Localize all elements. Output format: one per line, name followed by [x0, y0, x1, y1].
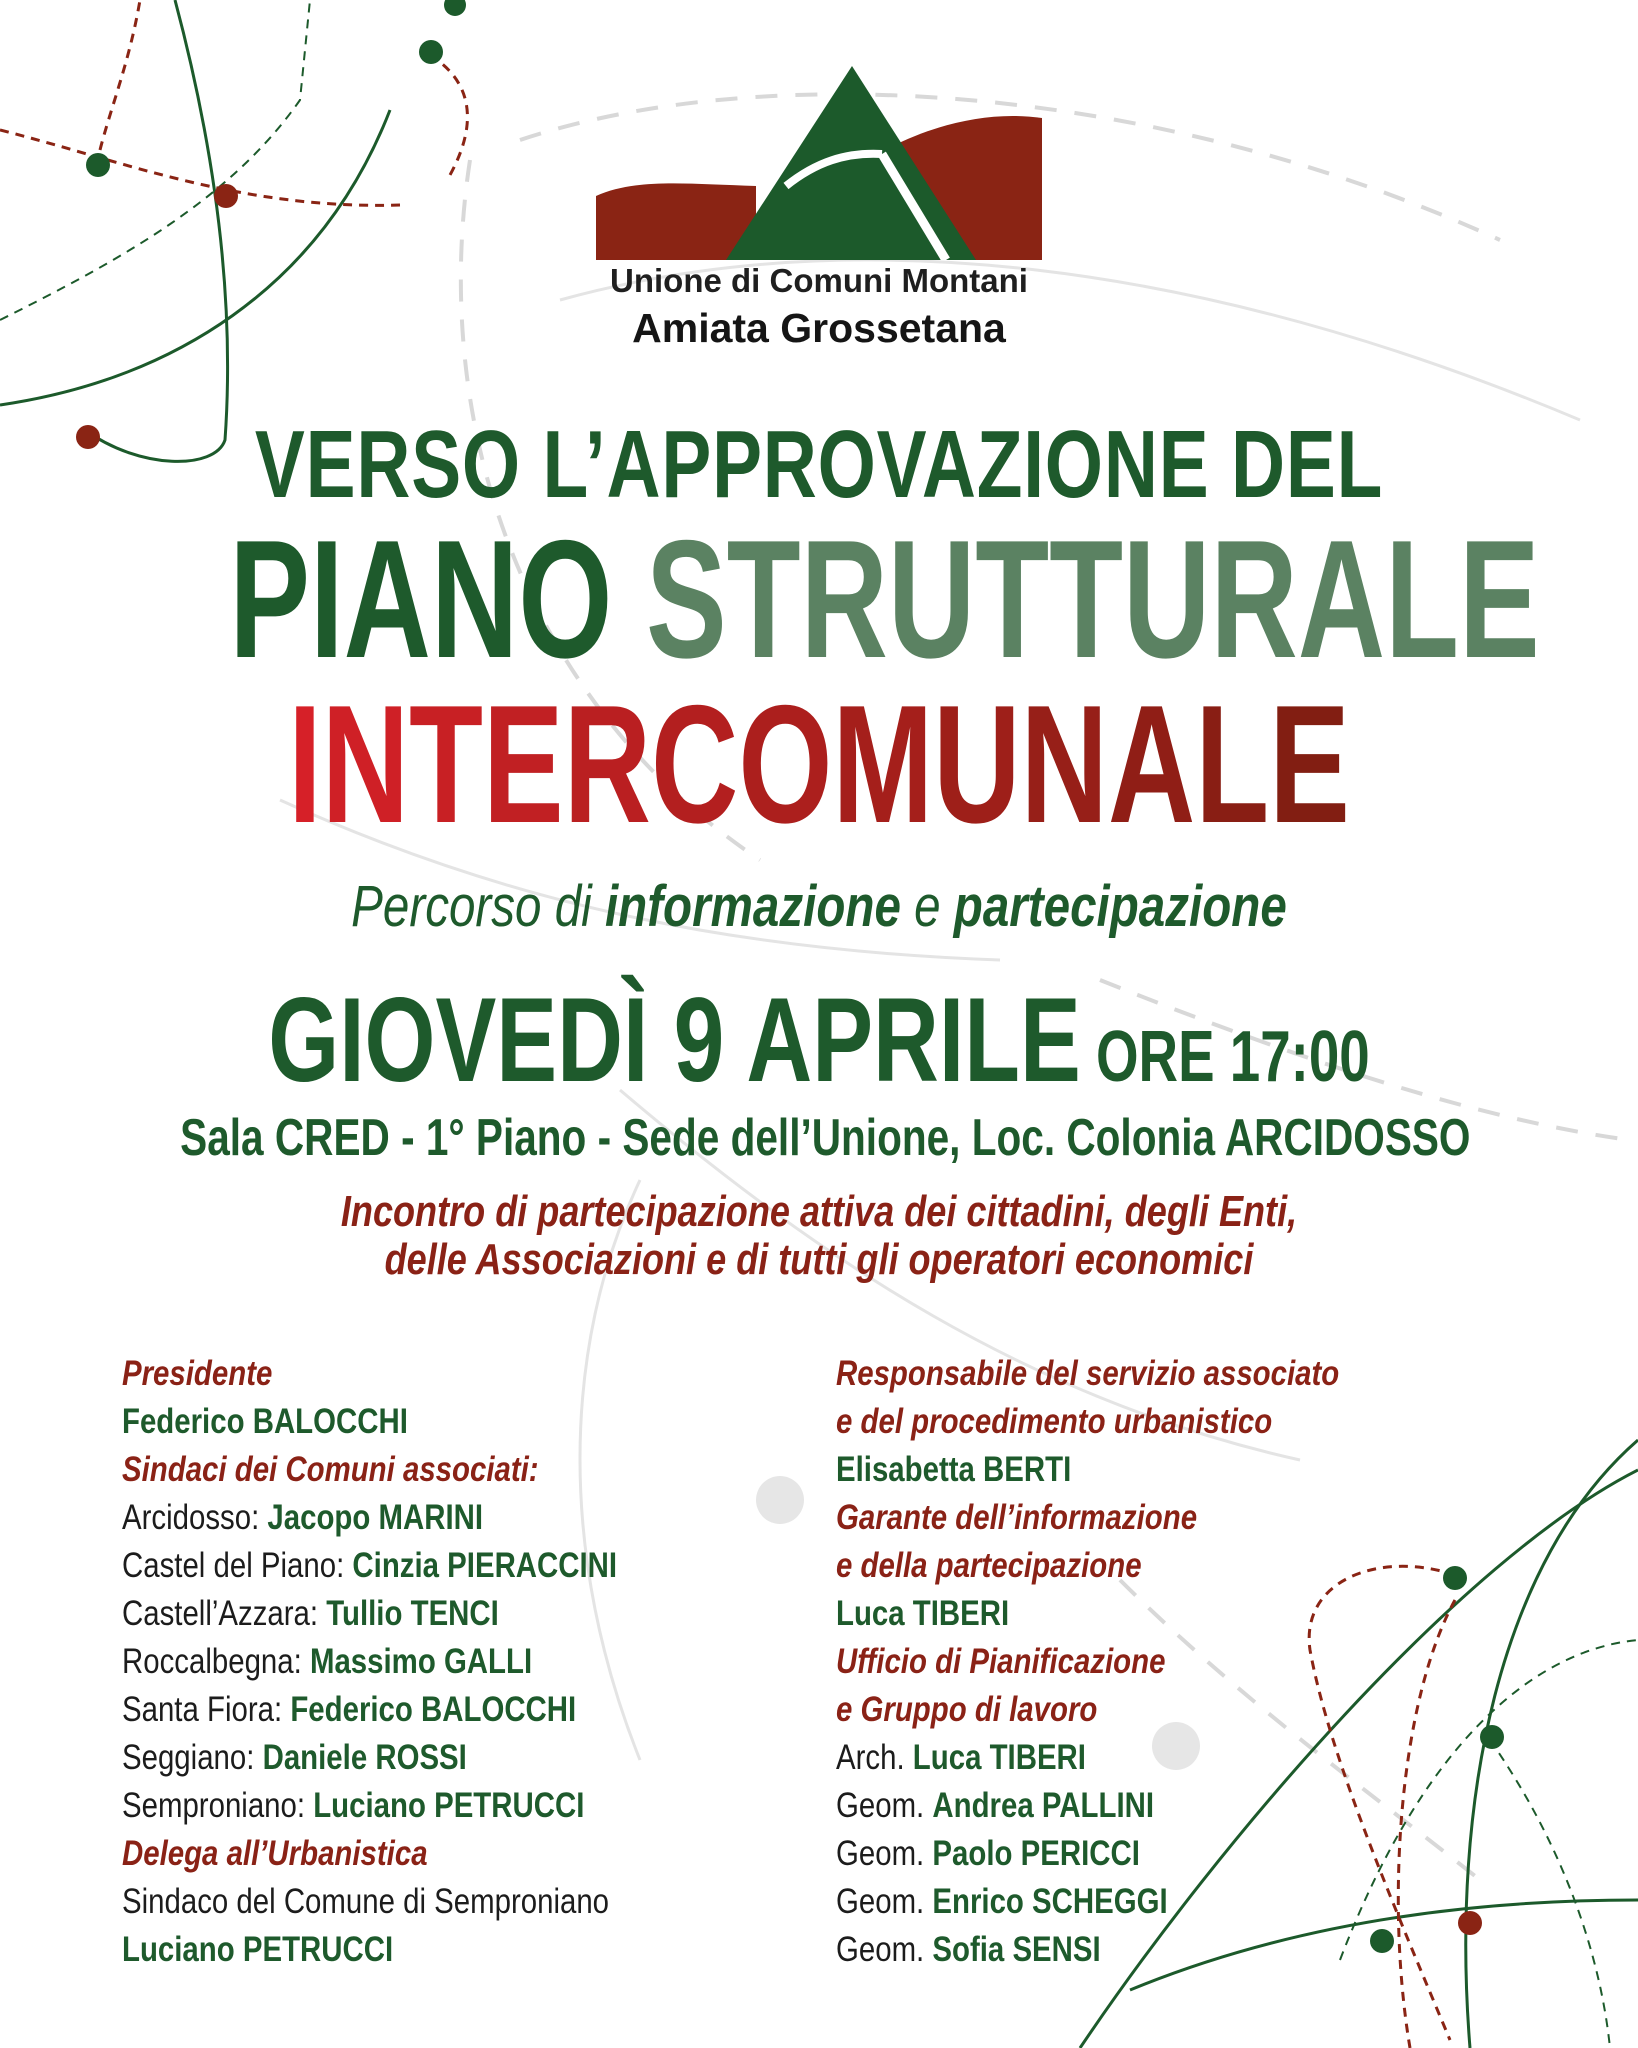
presidente-name: Federico BALOCCHI — [122, 1402, 408, 1441]
headline-intercomunale — [229, 670, 1408, 858]
logo-line-1: Unione di Comuni Montani — [610, 262, 1028, 299]
person-prefix: Seggiano: — [122, 1738, 263, 1777]
intercomunale-letter: T — [409, 670, 483, 858]
team-member-row — [836, 1830, 1339, 1878]
deco-dot — [419, 40, 443, 64]
person-prefix: Santa Fiora: — [122, 1690, 291, 1729]
sindaco-row — [122, 1734, 617, 1782]
responsabile-name: Elisabetta BERTI — [836, 1450, 1072, 1489]
team-list — [836, 1734, 1339, 1974]
deco-dot — [756, 1476, 804, 1524]
responsabile-label-2: e del procedimento urbanistico — [836, 1402, 1273, 1441]
subtitle-part-a: Percorso di — [351, 874, 605, 939]
sindaco-row — [122, 1686, 617, 1734]
intercomunale-letter: N — [321, 670, 410, 858]
left-column — [122, 1350, 711, 1974]
event-place: Sala CRED - 1° Piano - Sede dell’Unione, Loc. Colonia ARCIDOSSO — [180, 1109, 1471, 1167]
ufficio-label-1: Ufficio di Pianificazione — [836, 1642, 1166, 1681]
person-name: Jacopo MARINI — [267, 1498, 484, 1537]
deco-dot — [1458, 1911, 1482, 1935]
headline-piano: PIANO — [229, 505, 613, 693]
event-invite — [147, 1188, 1490, 1284]
intercomunale-letter: L — [1195, 670, 1270, 858]
team-member-row — [836, 1926, 1339, 1974]
sindaci-list — [122, 1494, 617, 1830]
person-prefix: Arch. — [836, 1738, 913, 1777]
headline-strutturale: STRUTTURALE — [646, 505, 1540, 693]
person-prefix: Geom. — [836, 1834, 933, 1873]
intercomunale-letter: I — [288, 670, 322, 858]
person-name: Federico BALOCCHI — [290, 1690, 577, 1729]
presidente-label: Presidente — [122, 1354, 273, 1393]
deco-dot — [86, 153, 110, 177]
sindaci-label: Sindaci dei Comuni associati: — [122, 1450, 539, 1489]
person-name: Massimo GALLI — [309, 1642, 533, 1681]
delega-text: Sindaco del Comune di Semproniano — [122, 1882, 610, 1921]
person-prefix: Geom. — [836, 1930, 933, 1969]
deco-dot — [76, 425, 100, 449]
invite-line-2: delle Associazioni e di tutti gli operatori economici — [384, 1235, 1254, 1284]
intercomunale-letter: E — [482, 670, 564, 858]
deco-dot — [1443, 1566, 1467, 1590]
person-name: Andrea PALLINI — [932, 1786, 1155, 1825]
intercomunale-letter: O — [738, 670, 833, 858]
person-name: Daniele ROSSI — [262, 1738, 467, 1777]
intercomunale-letter: A — [1107, 670, 1196, 858]
garante-label-2: e della partecipazione — [836, 1546, 1142, 1585]
person-name: Luciano PETRUCCI — [313, 1786, 585, 1825]
subtitle — [147, 873, 1490, 940]
person-name: Sofia SENSI — [932, 1930, 1101, 1969]
invite-line-1: Incontro di partecipazione attiva dei cittadini, degli Enti, — [340, 1187, 1298, 1236]
person-name: Cinzia PIERACCINI — [352, 1546, 618, 1585]
deco-dot — [444, 0, 466, 16]
deco-dot — [214, 184, 238, 208]
team-member-row — [836, 1782, 1339, 1830]
person-prefix: Arcidosso: — [122, 1498, 268, 1537]
team-member-row — [836, 1878, 1339, 1926]
person-name: Enrico SCHEGGI — [932, 1882, 1168, 1921]
person-prefix: Roccalbegna: — [122, 1642, 310, 1681]
intercomunale-letter: M — [832, 670, 934, 858]
person-prefix: Semproniano: — [122, 1786, 314, 1825]
delega-label: Delega all’Urbanistica — [122, 1834, 428, 1873]
person-prefix: Geom. — [836, 1882, 933, 1921]
logo-line-2: Amiata Grossetana — [632, 305, 1006, 351]
event-time: ORE 17:00 — [1095, 1017, 1370, 1097]
right-column — [836, 1350, 1435, 1974]
logo-icon — [596, 62, 1042, 260]
person-prefix: Castel del Piano: — [122, 1546, 353, 1585]
team-member-row — [836, 1734, 1339, 1782]
event-date: GIOVEDÌ 9 APRILE — [268, 973, 1081, 1107]
headline-line-1: VERSO L’APPROVAZIONE DEL — [254, 411, 1384, 518]
person-prefix: Geom. — [836, 1786, 933, 1825]
responsabile-label-1: Responsabile del servizio associato — [836, 1354, 1340, 1393]
delega-name: Luciano PETRUCCI — [122, 1930, 394, 1969]
sindaco-row — [122, 1494, 617, 1542]
intercomunale-letter: U — [933, 670, 1021, 858]
deco-dot — [1480, 1725, 1504, 1749]
sindaco-row — [122, 1590, 617, 1638]
headline-piano-strutturale — [229, 505, 1540, 693]
intercomunale-letter: C — [651, 670, 739, 858]
garante-label-1: Garante dell’informazione — [836, 1498, 1198, 1537]
person-name: Luca TIBERI — [912, 1738, 1086, 1777]
subtitle-part-c: e — [900, 874, 954, 939]
subtitle-part-d: partecipazione — [953, 874, 1287, 939]
sindaco-row — [122, 1542, 617, 1590]
subtitle-part-b: informazione — [604, 874, 901, 939]
event-date-row — [197, 973, 1442, 1107]
person-name: Tullio TENCI — [326, 1594, 499, 1633]
sindaco-row — [122, 1782, 617, 1830]
intercomunale-letter: R — [563, 670, 652, 858]
sindaco-row — [122, 1638, 617, 1686]
person-name: Paolo PERICCI — [932, 1834, 1140, 1873]
garante-name: Luca TIBERI — [836, 1594, 1010, 1633]
person-prefix: Castell’Azzara: — [122, 1594, 327, 1633]
intercomunale-letter: N — [1020, 670, 1108, 858]
intercomunale-letter: E — [1269, 670, 1350, 858]
ufficio-label-2: e Gruppo di lavoro — [836, 1690, 1098, 1729]
